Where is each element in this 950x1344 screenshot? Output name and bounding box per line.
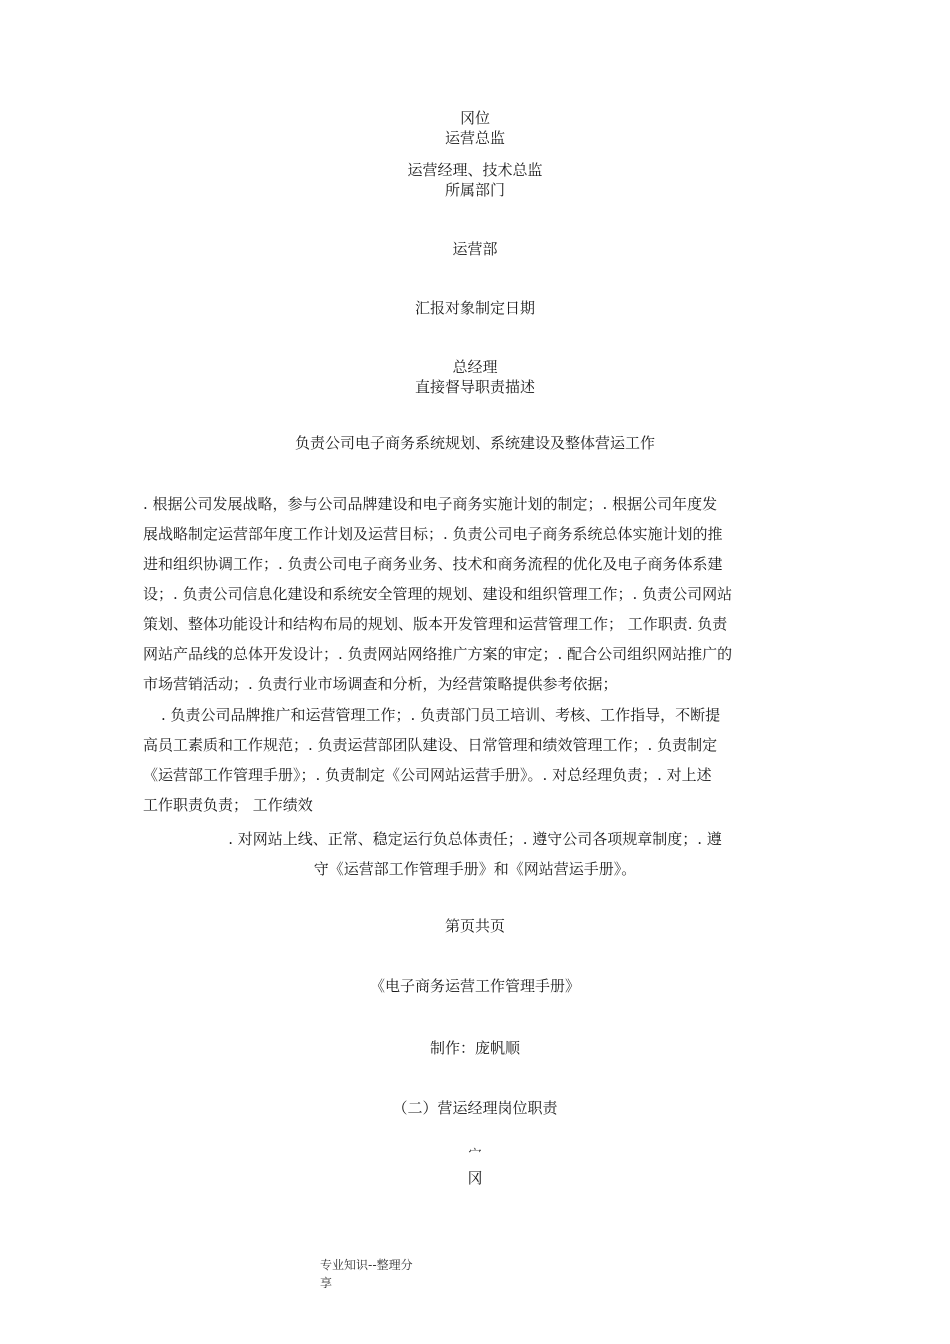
text-line: 策划、整体功能设计和结构布局的规划、版本开发管理和运营管理工作； 工作职责. 负责	[143, 615, 728, 633]
duties-paragraph-1	[143, 489, 811, 699]
duties-paragraph-2	[143, 700, 811, 820]
section-heading: （二）营运经理岗位职责	[392, 1099, 558, 1117]
duty-summary: 负责公司电子商务系统规划、系统建设及整体营运工作	[294, 434, 655, 452]
duty-label: 直接督导职责描述	[414, 378, 535, 396]
performance-line-2: 守《运营部工作管理手册》和《网站营运手册》。	[313, 860, 637, 878]
manual-title: 《电子商务运营工作管理手册》	[369, 977, 580, 995]
performance-line-1: . 对网站上线、正常、稳定运行负总体责任；. 遵守公司各项规章制度；. 遵	[228, 830, 722, 848]
fragment-bottom: 冈	[467, 1169, 483, 1187]
text-line: 《运营部工作管理手册》；. 负责制定《公司网站运营手册》。. 对总经理负责；. 对上述	[143, 766, 712, 784]
footer-line: 专业知识--整理分	[320, 1258, 413, 1272]
text-line: 网站产品线的总体开发设计；. 负责网站网络推广方案的审定；. 配合公司组织网站推广的	[143, 645, 733, 663]
author: 制作：庞帆顺	[429, 1039, 520, 1057]
text-line: 高员工素质和工作规范；. 负责运营部团队建设、日常管理和绩效管理工作；. 负责制定	[143, 736, 718, 754]
post-label: 冈位	[459, 109, 490, 127]
report-label: 汇报对象制定日期	[414, 299, 535, 317]
subordinates: 运营经理、技术总监	[407, 161, 543, 179]
post-value: 运营总监	[444, 129, 505, 147]
text-line: 设；. 负责公司信息化建设和系统安全管理的规划、建设和组织管理工作；. 负责公司网站	[143, 585, 733, 603]
footer-note	[320, 1256, 413, 1292]
text-line: . 负责公司品牌推广和运营管理工作；. 负责部门员工培训、考核、工作指导，不断提	[161, 706, 721, 724]
text-line: 展战略制定运营部年度工作计划及运营目标；. 负责公司电子商务系统总体实施计划的推	[143, 525, 723, 543]
dept-label: 所属部门	[444, 181, 505, 199]
footer-line: 享	[320, 1276, 333, 1290]
text-line: . 根据公司发展战略，参与公司品牌建设和电子商务实施计划的制定；. 根据公司年度发	[143, 495, 718, 513]
page-marker: 第页共页	[444, 917, 505, 935]
text-line: 工作职责负责； 工作绩效	[143, 796, 313, 814]
text-line: 进和组织协调工作；. 负责公司电子商务业务、技术和商务流程的优化及电子商务体系建	[143, 555, 723, 573]
text-line: 市场营销活动；. 负责行业市场调查和分析，为经营策略提供参考依据；	[143, 675, 618, 693]
report-value: 总经理	[452, 358, 498, 376]
fragment-top: 宀	[468, 1147, 482, 1162]
dept-value: 运营部	[452, 240, 498, 258]
